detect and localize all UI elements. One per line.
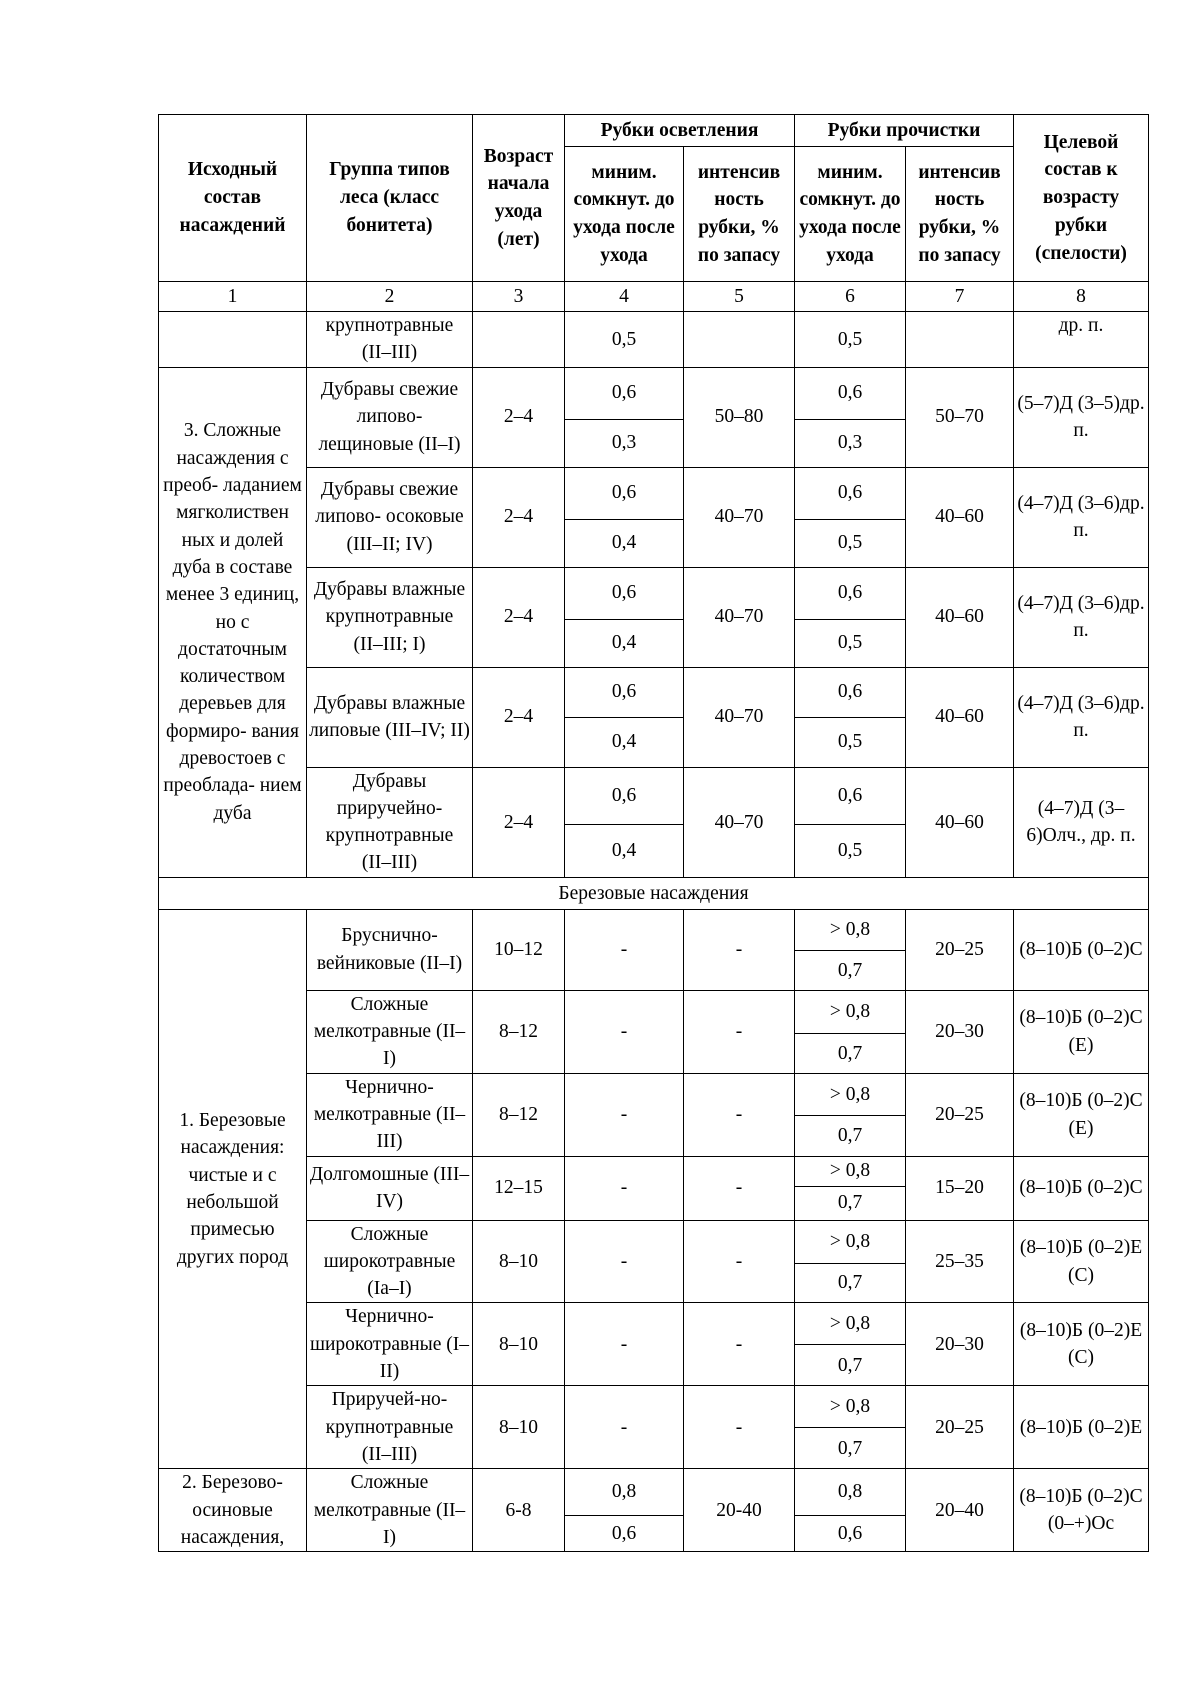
pro-density-before-cell: > 0,8 [795, 1156, 906, 1186]
osv-intensity-cell: 50–80 [684, 367, 795, 467]
pro-intensity-cell: 25–35 [906, 1220, 1014, 1303]
column-number: 6 [795, 282, 906, 312]
forest-type-cell: Долгомошные (III–IV) [307, 1156, 473, 1220]
forest-type-cell: Дубравы влажные липовые (III–IV; II) [307, 667, 473, 767]
forest-type-cell: Дубравы приручейно- крупнотравные (II–III) [307, 767, 473, 877]
target-composition-cell: (8–10)Б (0–2)Е [1014, 1386, 1149, 1469]
pro-density-after-cell: 0,7 [795, 1115, 906, 1156]
composition-cell: 3. Сложные насаждения с преоб- ладанием мягколиствен ных и долей дуба в составе менее 3 единиц, но с достаточным количеством деревьев для формиро- вания древостоев с преоблада- нием дуба [159, 367, 307, 877]
osv-density-cell: - [565, 1156, 684, 1220]
osv-intensity-cell: - [684, 1303, 795, 1386]
osv-density-cell: - [565, 1303, 684, 1386]
pro-density-before-cell: > 0,8 [795, 1220, 906, 1263]
header-target-composition: Целевой состав к возрасту рубки (спелости) [1014, 115, 1149, 282]
target-composition-cell: (4–7)Д (3–6)Олч., др. п. [1014, 767, 1149, 877]
pro-density-after-cell: 0,5 [795, 619, 906, 667]
table-cell [159, 312, 307, 368]
pro-density-after-cell: 0,7 [795, 1186, 906, 1220]
column-number: 7 [906, 282, 1014, 312]
osv-intensity-cell: 40–70 [684, 567, 795, 667]
header-source-composition: Исходный состав насаждений [159, 115, 307, 282]
target-composition-cell: (8–10)Б (0–2)Е (С) [1014, 1303, 1149, 1386]
forest-care-table [158, 114, 1149, 1552]
header-forest-type-group: Группа типов леса (класс бонитета) [307, 115, 473, 282]
composition-cell: 1. Березовые насаждения: чистые и с небольшой примесью других пород [159, 909, 307, 1468]
forest-type-cell: Дубравы влажные крупнотравные (II–III; I) [307, 567, 473, 667]
header-thinning-light: Рубки осветления [565, 115, 795, 147]
pro-density-after-cell: 0,5 [795, 519, 906, 567]
target-composition-cell: (8–10)Б (0–2)С (0–+)Ос [1014, 1469, 1149, 1552]
forest-type-cell: Дубравы свежие липово- осоковые (III–II; IV) [307, 467, 473, 567]
target-composition-cell: (8–10)Б (0–2)С (Е) [1014, 990, 1149, 1073]
column-number: 2 [307, 282, 473, 312]
osv-intensity-cell: - [684, 990, 795, 1073]
target-composition-cell: (4–7)Д (3–6)др. п. [1014, 467, 1149, 567]
pro-density-before-cell: > 0,8 [795, 990, 906, 1033]
header-pro-min-density: миним. сомкнут. до ухода после ухода [795, 147, 906, 282]
target-composition-cell: (8–10)Б (0–2)С (Е) [1014, 1073, 1149, 1156]
osv-intensity-cell: 20-40 [684, 1469, 795, 1552]
osv-density-before-cell: 0,6 [565, 667, 684, 717]
pro-intensity-cell: 40–60 [906, 567, 1014, 667]
forest-type-cell: Приручей-но- крупнотравные (II–III) [307, 1386, 473, 1469]
pro-density-after-cell: 0,5 [795, 717, 906, 767]
osv-density-before-cell: 0,6 [565, 567, 684, 619]
target-composition-cell: (4–7)Д (3–6)др. п. [1014, 667, 1149, 767]
osv-density-before-cell: 0,8 [565, 1469, 684, 1516]
osv-intensity-cell: 40–70 [684, 467, 795, 567]
pro-density-before-cell: > 0,8 [795, 1303, 906, 1345]
start-age-cell: 2–4 [473, 467, 565, 567]
osv-density-cell: - [565, 909, 684, 990]
pro-density-after-cell: 0,6 [795, 1515, 906, 1551]
osv-density-after-cell: 0,4 [565, 619, 684, 667]
pro-density-before-cell: 0,6 [795, 467, 906, 519]
osv-density-after-cell: 0,6 [565, 1515, 684, 1551]
header-osv-min-density: миним. сомкнут. до ухода после ухода [565, 147, 684, 282]
target-composition-cell: (8–10)Б (0–2)Е (С) [1014, 1220, 1149, 1303]
pro-intensity-cell: 15–20 [906, 1156, 1014, 1220]
start-age-cell: 10–12 [473, 909, 565, 990]
pro-intensity-cell: 20–25 [906, 1073, 1014, 1156]
osv-density-cell: - [565, 990, 684, 1073]
forest-type-cell: крупнотравные (II–III) [307, 312, 473, 368]
start-age-cell: 8–10 [473, 1303, 565, 1386]
start-age-cell: 2–4 [473, 367, 565, 467]
pro-density-after-cell: 0,5 [795, 824, 906, 877]
pro-intensity-cell: 40–60 [906, 667, 1014, 767]
target-composition-cell: (8–10)Б (0–2)С [1014, 1156, 1149, 1220]
osv-intensity-cell: - [684, 909, 795, 990]
forest-type-cell: Чернично- широкотравные (I–II) [307, 1303, 473, 1386]
forest-type-cell: Сложные мелкотравные (II–I) [307, 990, 473, 1073]
pro-intensity-cell: 50–70 [906, 367, 1014, 467]
forest-type-cell: Сложные мелкотравные (II–I) [307, 1469, 473, 1552]
pro-density-before-cell: 0,6 [795, 767, 906, 824]
column-number: 5 [684, 282, 795, 312]
start-age-cell: 2–4 [473, 767, 565, 877]
start-age-cell: 6-8 [473, 1469, 565, 1552]
osv-intensity-cell: 40–70 [684, 667, 795, 767]
header-osv-intensity: интенсив ность рубки, % по запасу [684, 147, 795, 282]
osv-density-after-cell: 0,4 [565, 519, 684, 567]
pro-intensity-cell: 20–40 [906, 1469, 1014, 1552]
osv-intensity-cell: - [684, 1386, 795, 1469]
pro-density-before-cell: > 0,8 [795, 1386, 906, 1428]
table-cell [473, 312, 565, 368]
column-number: 4 [565, 282, 684, 312]
start-age-cell: 8–12 [473, 1073, 565, 1156]
column-number: 1 [159, 282, 307, 312]
osv-density-before-cell: 0,6 [565, 767, 684, 824]
pro-density-cell: 0,5 [795, 312, 906, 368]
composition-cell: 2. Березово- осиновые насаждения, [159, 1469, 307, 1552]
document-page [158, 114, 1149, 1552]
osv-intensity-cell: - [684, 1156, 795, 1220]
osv-density-after-cell: 0,4 [565, 717, 684, 767]
pro-density-before-cell: 0,8 [795, 1469, 906, 1516]
osv-density-cell: - [565, 1386, 684, 1469]
forest-type-cell: Сложные широкотравные (Ia–I) [307, 1220, 473, 1303]
pro-density-after-cell: 0,7 [795, 950, 906, 990]
pro-density-before-cell: 0,6 [795, 667, 906, 717]
table-cell [684, 312, 795, 368]
section-header-birch: Березовые насаждения [159, 877, 1149, 909]
pro-intensity-cell: 20–30 [906, 990, 1014, 1073]
pro-intensity-cell: 20–25 [906, 909, 1014, 990]
table-cell [906, 312, 1014, 368]
target-composition-cell: (4–7)Д (3–6)др. п. [1014, 567, 1149, 667]
start-age-cell: 8–10 [473, 1220, 565, 1303]
header-thinning-clean: Рубки прочистки [795, 115, 1014, 147]
forest-type-cell: Бруснично- вейниковые (II–I) [307, 909, 473, 990]
pro-density-after-cell: 0,7 [795, 1428, 906, 1469]
osv-density-cell: - [565, 1220, 684, 1303]
pro-density-before-cell: > 0,8 [795, 909, 906, 950]
osv-density-after-cell: 0,4 [565, 824, 684, 877]
start-age-cell: 2–4 [473, 567, 565, 667]
osv-intensity-cell: - [684, 1220, 795, 1303]
osv-density-before-cell: 0,6 [565, 467, 684, 519]
osv-density-cell: 0,5 [565, 312, 684, 368]
pro-density-after-cell: 0,7 [795, 1263, 906, 1303]
pro-intensity-cell: 40–60 [906, 467, 1014, 567]
start-age-cell: 12–15 [473, 1156, 565, 1220]
osv-intensity-cell: 40–70 [684, 767, 795, 877]
osv-density-before-cell: 0,6 [565, 367, 684, 419]
pro-intensity-cell: 20–25 [906, 1386, 1014, 1469]
header-start-age: Возраст начала ухода (лет) [473, 115, 565, 282]
osv-density-after-cell: 0,3 [565, 419, 684, 467]
pro-density-after-cell: 0,3 [795, 419, 906, 467]
column-number: 8 [1014, 282, 1149, 312]
column-number: 3 [473, 282, 565, 312]
forest-type-cell: Дубравы свежие липово- лещиновые (II–I) [307, 367, 473, 467]
target-composition-cell: (8–10)Б (0–2)С [1014, 909, 1149, 990]
pro-density-after-cell: 0,7 [795, 1033, 906, 1073]
start-age-cell: 2–4 [473, 667, 565, 767]
pro-density-before-cell: 0,6 [795, 567, 906, 619]
header-pro-intensity: интенсив ность рубки, % по запасу [906, 147, 1014, 282]
osv-density-cell: - [565, 1073, 684, 1156]
pro-intensity-cell: 40–60 [906, 767, 1014, 877]
forest-type-cell: Чернично- мелкотравные (II–III) [307, 1073, 473, 1156]
target-composition-cell: (5–7)Д (3–5)др. п. [1014, 367, 1149, 467]
osv-intensity-cell: - [684, 1073, 795, 1156]
start-age-cell: 8–12 [473, 990, 565, 1073]
target-composition-cell: др. п. [1014, 312, 1149, 368]
pro-density-after-cell: 0,7 [795, 1345, 906, 1386]
pro-intensity-cell: 20–30 [906, 1303, 1014, 1386]
pro-density-before-cell: 0,6 [795, 367, 906, 419]
start-age-cell: 8–10 [473, 1386, 565, 1469]
pro-density-before-cell: > 0,8 [795, 1073, 906, 1115]
